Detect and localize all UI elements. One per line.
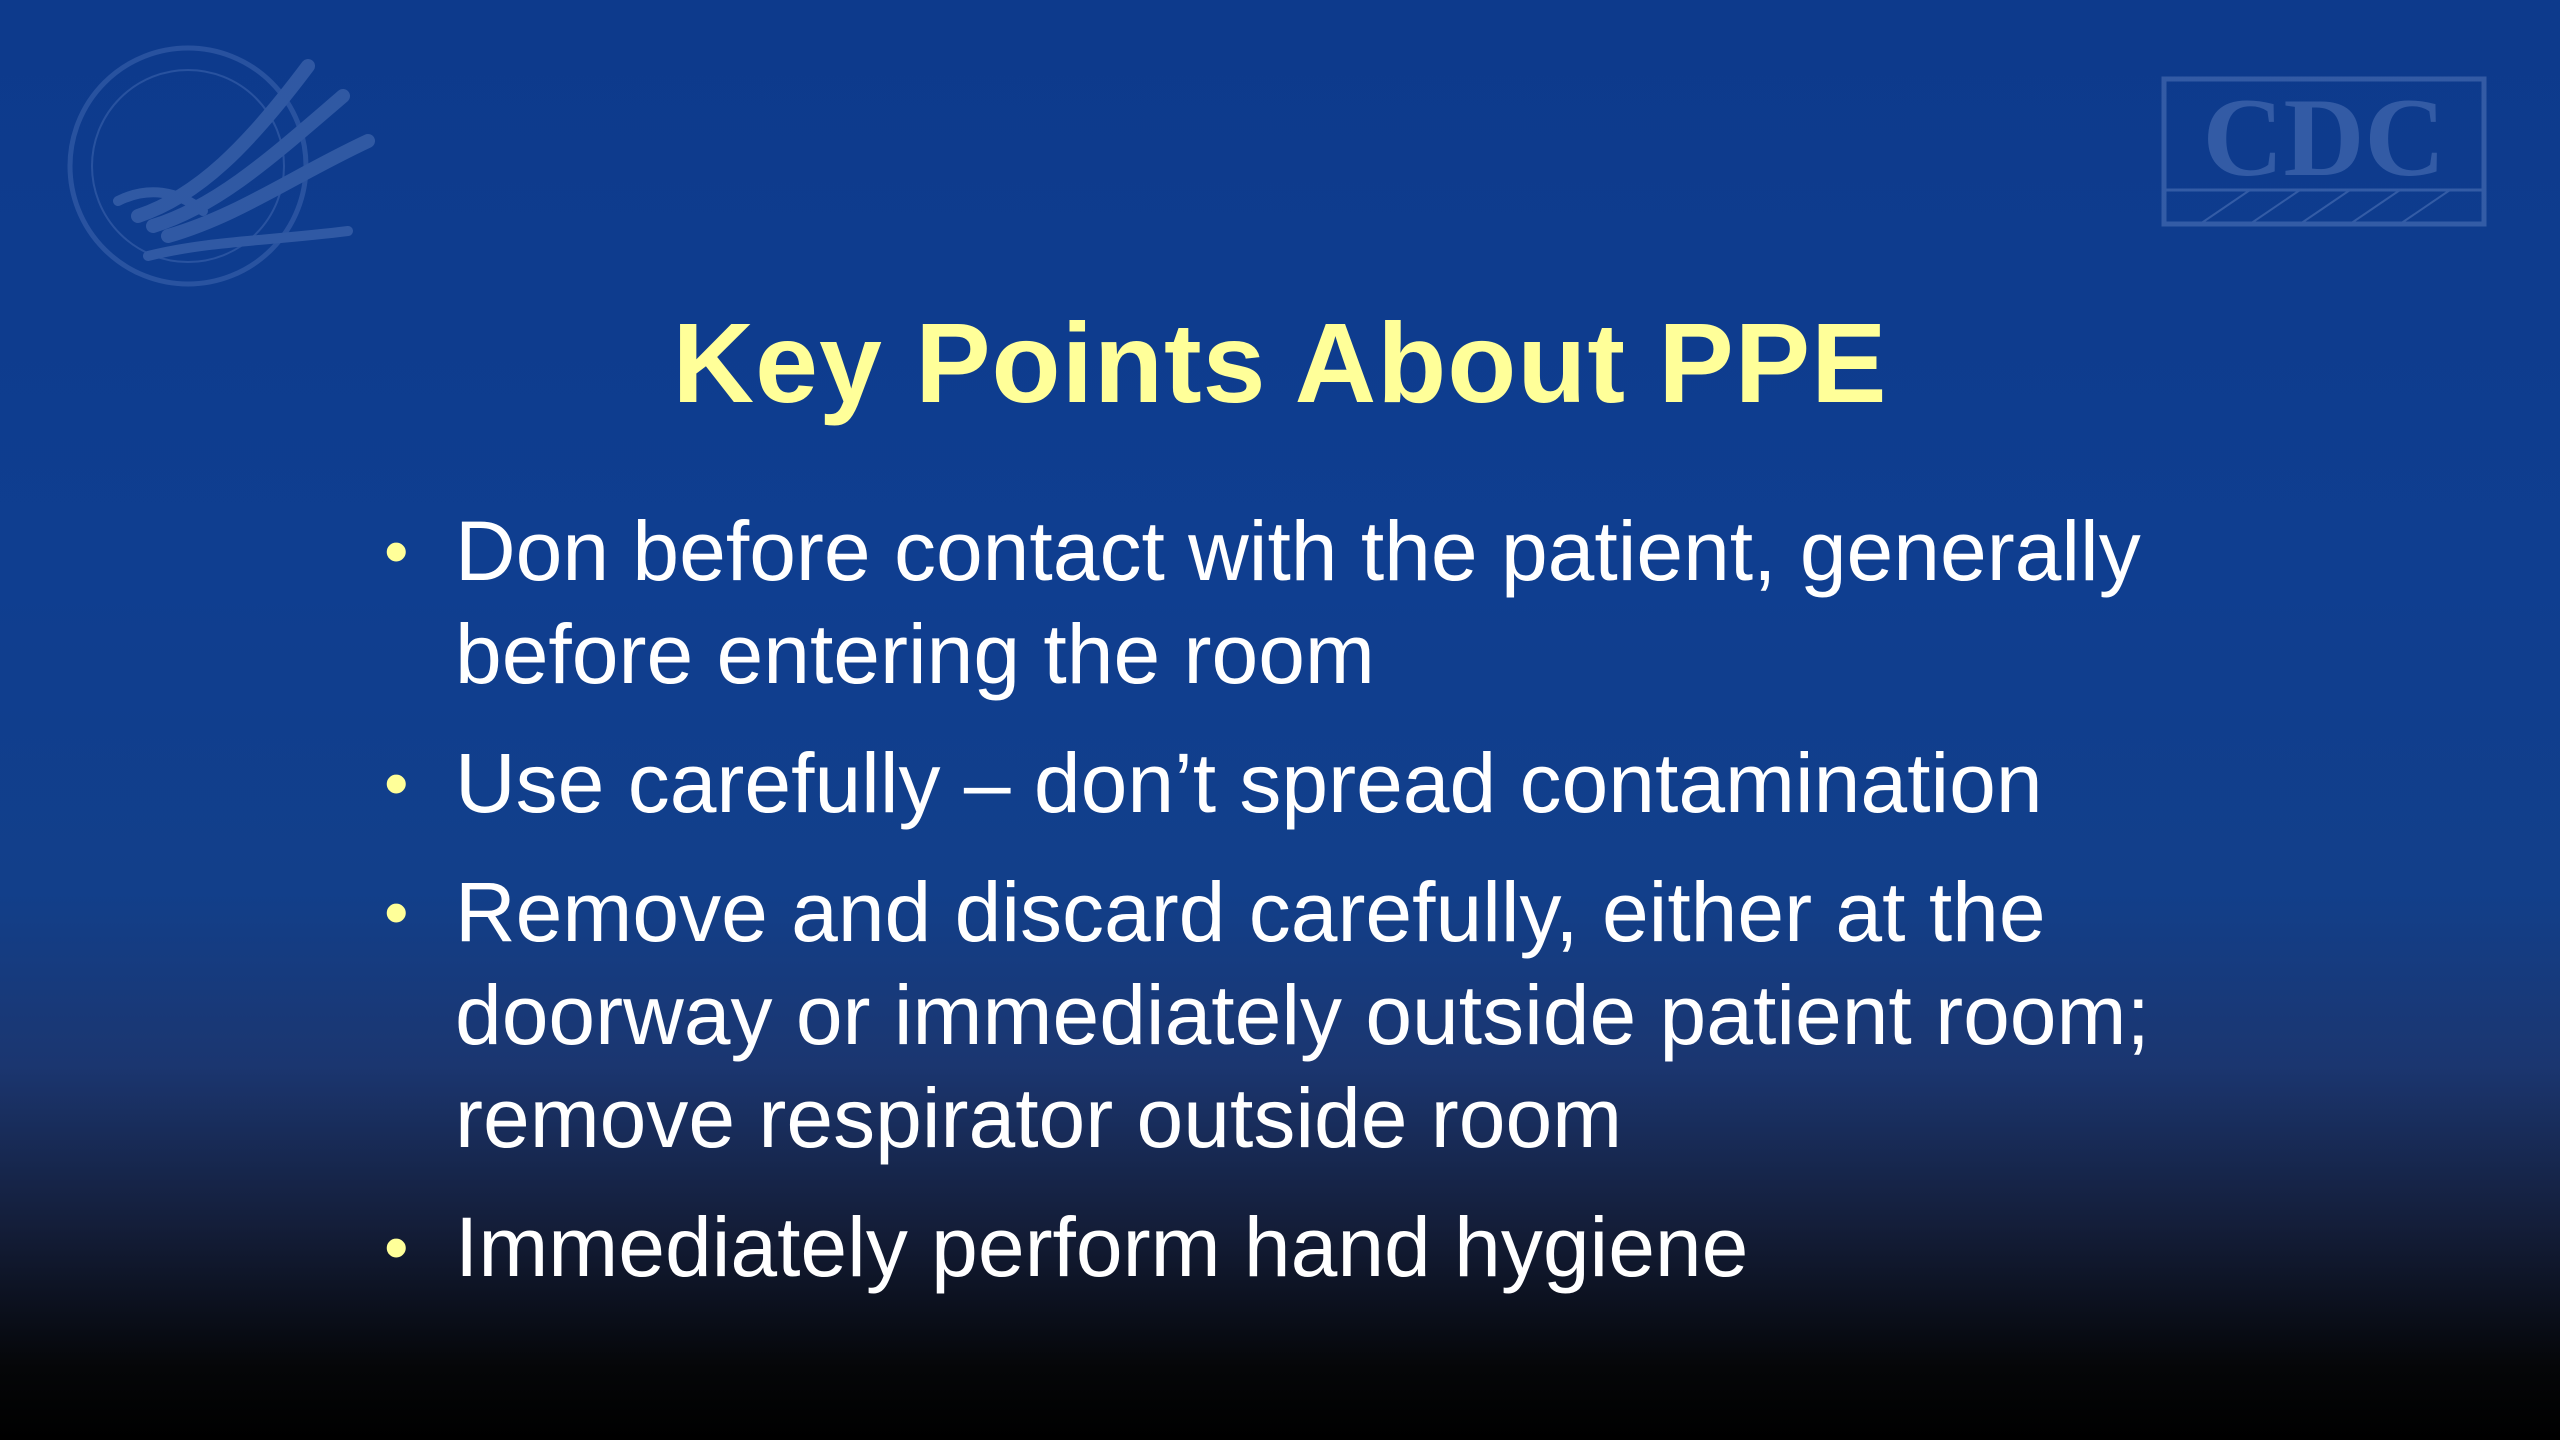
cdc-logo-icon bbox=[2160, 75, 2510, 230]
bullet-text: Don before contact with the patient, generally before entering the room bbox=[455, 504, 2141, 701]
bullet-text: Remove and discard carefully, either at the doorway or immediately outside patient room; remove respirator outside room bbox=[455, 865, 2150, 1165]
bullet-dot-icon: • bbox=[384, 873, 409, 951]
bullet-item bbox=[370, 732, 2250, 835]
bullet-dot-icon: • bbox=[384, 512, 409, 590]
bullet-dot-icon: • bbox=[384, 744, 409, 822]
bullet-dot-icon: • bbox=[384, 1208, 409, 1286]
bullet-text: Immediately perform hand hygiene bbox=[455, 1200, 1749, 1294]
bullet-item bbox=[370, 861, 2250, 1170]
slide-title: Key Points About PPE bbox=[672, 300, 1888, 426]
hhs-seal-icon bbox=[58, 26, 388, 296]
bullet-text: Use carefully – don’t spread contamination bbox=[455, 736, 2043, 830]
bullet-list bbox=[370, 500, 2250, 1325]
bullet-item bbox=[370, 1196, 2250, 1299]
svg-text:CDC: CDC bbox=[2202, 76, 2446, 200]
bullet-item bbox=[370, 500, 2250, 706]
